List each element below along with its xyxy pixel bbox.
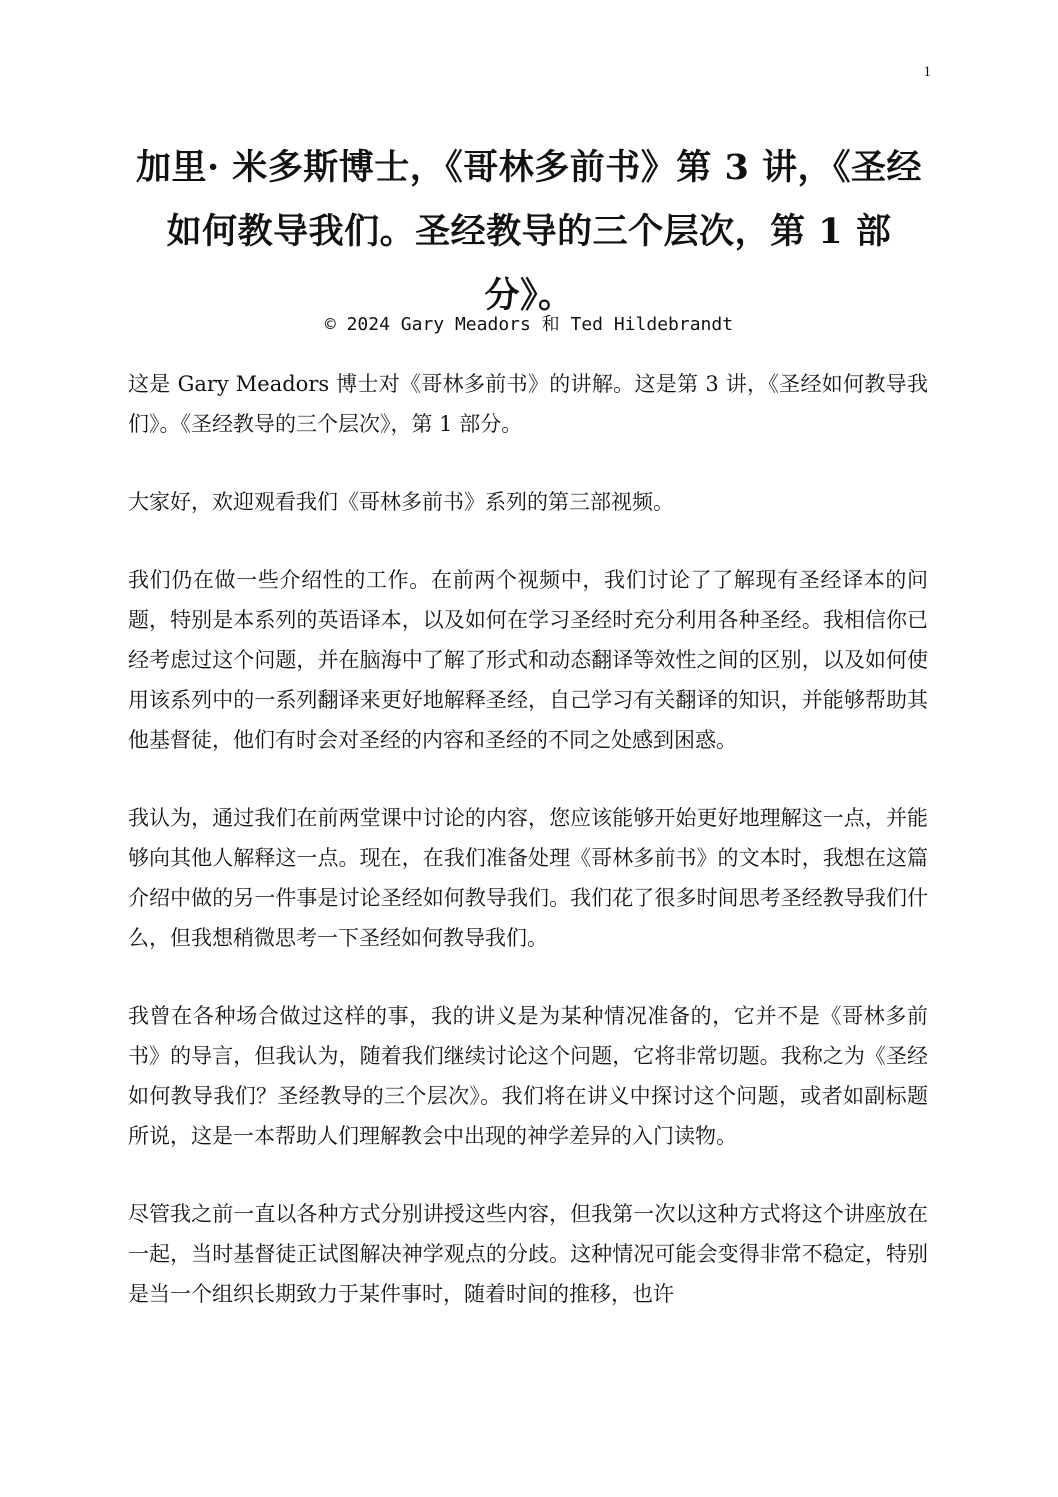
paragraph: 大家好，欢迎观看我们《哥林多前书》系列的第三部视频。: [128, 490, 674, 514]
document-title: 加里· 米多斯博士，《哥林多前书》第 3 讲，《圣经如何教导我们。圣经教导的三个层次，第 1 部分》。: [135, 147, 923, 316]
page-number: 1: [923, 64, 931, 80]
paragraph: 尽管我之前一直以各种方式分别讲授这些内容，但我第一次以这种方式将这个讲座放在一起，当时基督徒正试图解决神学观点的分歧。这种情况可能会变得非常不稳定，特别是当一个组织长期致力于某件事时，随着时间的推移，也许: [128, 1202, 928, 1306]
document-body: [128, 364, 928, 1352]
paragraph: 我认为，通过我们在前两堂课中讨论的内容，您应该能够开始更好地理解这一点，并能够向其他人解释这一点。现在，在我们准备处理《哥林多前书》的文本时，我想在这篇介绍中做的另一件事是讨论圣经如何教导我们。我们花了很多时间思考圣经教导我们什么，但我想稍微思考一下圣经如何教导我们。: [128, 806, 928, 950]
paragraph: 我曾在各种场合做过这样的事，我的讲义是为某种情况准备的，它并不是《哥林多前书》的导言，但我认为，随着我们继续讨论这个问题，它将非常切题。我称之为《圣经如何教导我们？圣经教导的三个层次》。我们将在讲义中探讨这个问题，或者如副标题所说，这是一本帮助人们理解教会中出现的神学差异的入门读物。: [128, 1004, 928, 1148]
paragraph: 我们仍在做一些介绍性的工作。在前两个视频中，我们讨论了了解现有圣经译本的问题，特别是本系列的英语译本，以及如何在学习圣经时充分利用各种圣经。我相信你已经考虑过这个问题，并在脑海中了解了形式和动态翻译等效性之间的区别，以及如何使用该系列中的一系列翻译来更好地解释圣经，自己学习有关翻译的知识，并能够帮助其他基督徒，他们有时会对圣经的内容和圣经的不同之处感到困惑。: [128, 568, 928, 752]
paragraph: 这是 Gary Meadors 博士对《哥林多前书》的讲解。这是第 3 讲，《圣经如何教导我们》。《圣经教导的三个层次》，第 1 部分。: [128, 372, 928, 436]
copyright-line: © 2024 Gary Meadors 和 Ted Hildebrandt: [324, 314, 734, 335]
